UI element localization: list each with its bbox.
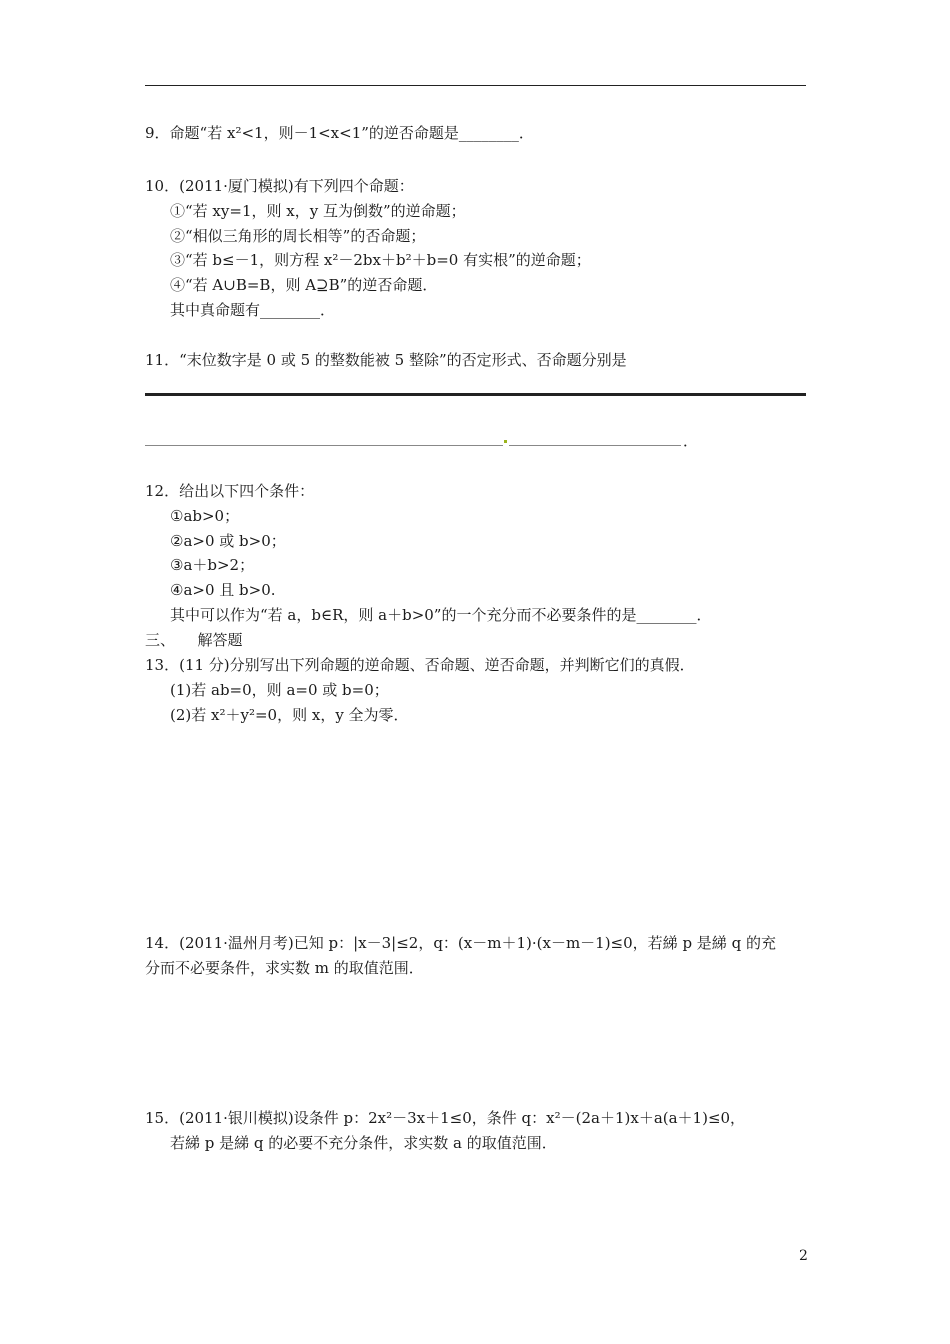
- question-12-item-1: ①ab>0；: [170, 507, 240, 525]
- marker-dot: [504, 440, 507, 443]
- question-12: 12．给出以下四个条件：: [145, 482, 315, 500]
- question-10-item-3: ③“若 b≤－1，则方程 x²－2bx＋b²＋b=0 有实根”的逆命题；: [170, 251, 591, 269]
- blank-segment: [145, 444, 503, 446]
- page-number: 2: [799, 1248, 808, 1264]
- question-9: 9．命题“若 x²<1，则－1<x<1”的逆否命题是________．: [145, 124, 534, 142]
- question-11: 11．“末位数字是 0 或 5 的整数能被 5 整除”的否定形式、否命题分别是: [145, 351, 627, 369]
- question-12-item-2: ②a>0 或 b>0；: [170, 532, 286, 550]
- question-10-item-1: ①“若 xy=1，则 x，y 互为倒数”的逆命题；: [170, 202, 466, 220]
- question-10: 10．(2011·厦门模拟)有下列四个命题：: [145, 177, 414, 195]
- question-10-item-2: ②“相似三角形的周长相等”的否命题；: [170, 227, 426, 245]
- question-13-part-2: (2)若 x²＋y²=0，则 x，y 全为零．: [170, 706, 409, 724]
- question-14-line-2: 分而不必要条件，求实数 m 的取值范围．: [145, 959, 424, 977]
- question-10-item-4: ④“若 A∪B=B，则 A⊇B”的逆否命题．: [170, 276, 438, 294]
- section-heading-3: 三、 解答题: [145, 631, 243, 649]
- blank-period: ．: [683, 432, 699, 450]
- question-15-line-2: 若綈 p 是綈 q 的必要不充分条件，求实数 a 的取值范围．: [170, 1134, 557, 1152]
- section-rule: [145, 393, 806, 396]
- question-13: 13．(11 分)分别写出下列命题的逆命题、否命题、逆否命题，并判断它们的真假．: [145, 656, 695, 674]
- question-12-item-4: ④a>0 且 b>0.: [170, 581, 276, 599]
- blank-segment: [509, 444, 681, 446]
- question-15-line-1: 15．(2011·银川模拟)设条件 p：2x²－3x＋1≤0，条件 q：x²－(2a＋1)x＋a(a＋1)≤0，: [145, 1109, 746, 1127]
- question-14-line-1: 14．(2011·温州月考)已知 p：|x－3|≤2，q：(x－m＋1)·(x－m－1)≤0，若綈 p 是綈 q 的充: [145, 934, 776, 952]
- question-12-ask: 其中可以作为“若 a，b∈R，则 a＋b>0”的一个充分而不必要条件的是________．: [170, 606, 712, 624]
- question-10-ask: 其中真命题有________．: [170, 301, 336, 319]
- question-13-part-1: (1)若 ab=0，则 a=0 或 b=0；: [170, 681, 389, 699]
- question-12-item-3: ③a＋b>2；: [170, 556, 255, 574]
- header-rule: [145, 85, 806, 86]
- answer-blank-11: [145, 432, 699, 460]
